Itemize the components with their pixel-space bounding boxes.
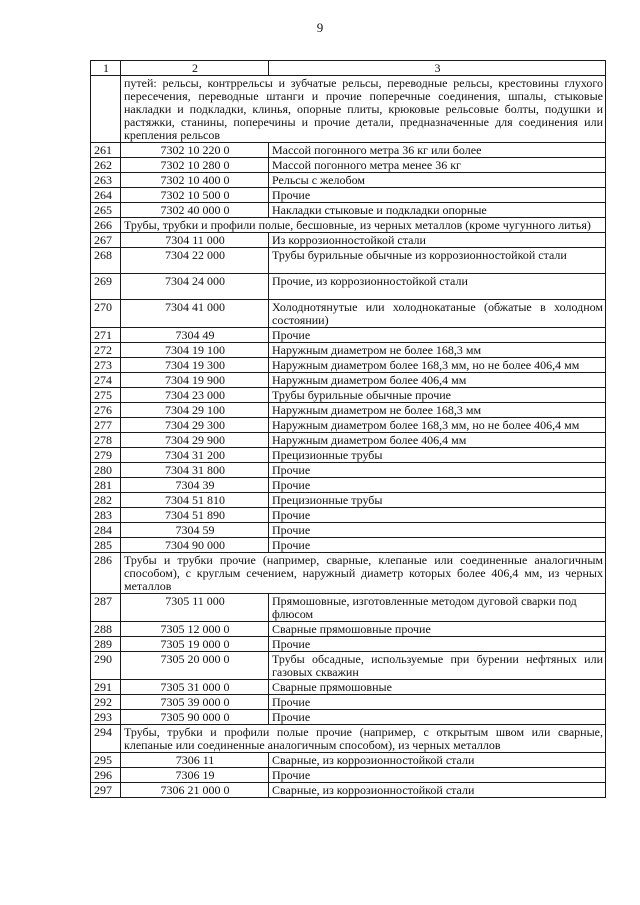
table-row <box>91 218 606 233</box>
row-number: 293 <box>91 710 121 725</box>
description: Наружным диаметром более 406,4 мм <box>269 433 606 448</box>
table-row <box>91 553 606 594</box>
tariff-code: 7302 10 280 0 <box>121 158 269 173</box>
row-number: 285 <box>91 538 121 553</box>
tariff-code: 7304 49 <box>121 328 269 343</box>
tariff-code: 7306 11 <box>121 753 269 768</box>
table-row <box>91 233 606 248</box>
row-number: 297 <box>91 783 121 798</box>
row-number: 261 <box>91 143 121 158</box>
tariff-code: 7306 21 000 0 <box>121 783 269 798</box>
row-number: 289 <box>91 637 121 652</box>
description: Из коррозионностойкой стали <box>269 233 606 248</box>
description: Прочие <box>269 328 606 343</box>
description: Накладки стыковые и подкладки опорные <box>269 203 606 218</box>
group-heading: Трубы, трубки и профили полые прочие (например, с открытым швом или сварные, клепаные или соединенные аналогичным способом), из черных металлов <box>121 725 606 753</box>
table-row <box>91 783 606 798</box>
row-number: 272 <box>91 343 121 358</box>
table-row <box>91 594 606 622</box>
tariff-code: 7305 12 000 0 <box>121 622 269 637</box>
tariff-table <box>90 60 606 798</box>
table-row <box>91 143 606 158</box>
description: Трубы бурильные обычные прочие <box>269 388 606 403</box>
description: Рельсы с желобом <box>269 173 606 188</box>
description: Сварные прямошовные <box>269 680 606 695</box>
row-number: 284 <box>91 523 121 538</box>
row-number: 294 <box>91 725 121 753</box>
table-row <box>91 203 606 218</box>
description: Прочие <box>269 637 606 652</box>
tariff-code: 7304 59 <box>121 523 269 538</box>
description: Прочие <box>269 523 606 538</box>
row-number: 264 <box>91 188 121 203</box>
tariff-code: 7304 19 100 <box>121 343 269 358</box>
tariff-code: 7304 51 810 <box>121 493 269 508</box>
description: Прочие <box>269 710 606 725</box>
tariff-code: 7304 19 900 <box>121 373 269 388</box>
tariff-code: 7302 40 000 0 <box>121 203 269 218</box>
description: Трубы обсадные, используемые при бурении нефтяных или газовых скважин <box>269 652 606 680</box>
description: Прочие <box>269 508 606 523</box>
tariff-code: 7302 10 400 0 <box>121 173 269 188</box>
table-row <box>91 710 606 725</box>
tariff-code: 7304 29 300 <box>121 418 269 433</box>
description: Наружным диаметром не более 168,3 мм <box>269 343 606 358</box>
row-number: 279 <box>91 448 121 463</box>
description: Прочие <box>269 695 606 710</box>
description: Наружным диаметром не более 168,3 мм <box>269 403 606 418</box>
table-row <box>91 418 606 433</box>
tariff-code: 7305 90 000 0 <box>121 710 269 725</box>
table-row <box>91 343 606 358</box>
table-row <box>91 478 606 493</box>
tariff-code: 7305 20 000 0 <box>121 652 269 680</box>
tariff-code: 7304 31 200 <box>121 448 269 463</box>
tariff-code: 7302 10 500 0 <box>121 188 269 203</box>
tariff-code: 7304 31 800 <box>121 463 269 478</box>
row-number: 296 <box>91 768 121 783</box>
tariff-code: 7304 41 000 <box>121 300 269 328</box>
tariff-code: 7305 19 000 0 <box>121 637 269 652</box>
row-number: 273 <box>91 358 121 373</box>
description: Массой погонного метра 36 кг или более <box>269 143 606 158</box>
table-row <box>91 695 606 710</box>
row-number: 295 <box>91 753 121 768</box>
row-number: 281 <box>91 478 121 493</box>
description: Прочие <box>269 768 606 783</box>
row-number: 274 <box>91 373 121 388</box>
table-row <box>91 463 606 478</box>
page-number: 9 <box>316 20 324 35</box>
table-row <box>91 158 606 173</box>
table-row <box>91 508 606 523</box>
description: Прочие <box>269 188 606 203</box>
row-number: 275 <box>91 388 121 403</box>
table-header-row <box>91 61 606 76</box>
tariff-code: 7304 29 900 <box>121 433 269 448</box>
row-number: 262 <box>91 158 121 173</box>
row-number: 276 <box>91 403 121 418</box>
row-number: 266 <box>91 218 121 233</box>
description: Прямошовные, изготовленные методом дуговой сварки под флюсом <box>269 594 606 622</box>
row-number: 278 <box>91 433 121 448</box>
table-row <box>91 373 606 388</box>
description: Прочие <box>269 538 606 553</box>
description: Массой погонного метра менее 36 кг <box>269 158 606 173</box>
tariff-code: 7304 39 <box>121 478 269 493</box>
tariff-code: 7305 39 000 0 <box>121 695 269 710</box>
row-number: 292 <box>91 695 121 710</box>
description: Сварные, из коррозионностойкой стали <box>269 753 606 768</box>
row-number: 286 <box>91 553 121 594</box>
table-row <box>91 622 606 637</box>
table-row <box>91 188 606 203</box>
table-row <box>91 388 606 403</box>
tariff-code: 7304 29 100 <box>121 403 269 418</box>
row-number: 287 <box>91 594 121 622</box>
group-heading: Трубы, трубки и профили полые, бесшовные, из черных металлов (кроме чугунного литья) <box>121 218 606 233</box>
continuation-text: путей: рельсы, контррельсы и зубчатые рельсы, переводные рельсы, крестовины глухого пересечения, переводные штанги и прочие поперечные соединения, шпалы, стыковые накладки и подкладки, клинья, опорные плиты, крюковые рельсовые болты, подушки и растяжки, станины, поперечины и прочие детали, предназначенные для соединения или крепления рельсов <box>121 76 606 143</box>
group-heading: Трубы и трубки прочие (например, сварные, клепаные или соединенные аналогичным способом), с круглым сечением, наружный диаметр которых более 406,4 мм, из черных металлов <box>121 553 606 594</box>
row-number: 263 <box>91 173 121 188</box>
table-row <box>91 680 606 695</box>
table-row <box>91 358 606 373</box>
table-row <box>91 725 606 753</box>
tariff-code: 7304 24 000 <box>121 274 269 300</box>
row-number: 269 <box>91 274 121 300</box>
description: Наружным диаметром более 168,3 мм, но не более 406,4 мм <box>269 358 606 373</box>
table-row <box>91 637 606 652</box>
table-row <box>91 753 606 768</box>
tariff-code: 7305 31 000 0 <box>121 680 269 695</box>
row-number: 267 <box>91 233 121 248</box>
tariff-code: 7305 11 000 <box>121 594 269 622</box>
table-row <box>91 300 606 328</box>
row-number: 282 <box>91 493 121 508</box>
table-row <box>91 403 606 418</box>
row-number: 265 <box>91 203 121 218</box>
num-cell <box>91 76 121 143</box>
table-row <box>91 433 606 448</box>
table-row-continuation <box>91 76 606 143</box>
row-number: 270 <box>91 300 121 328</box>
tariff-code: 7306 19 <box>121 768 269 783</box>
tariff-code: 7302 10 220 0 <box>121 143 269 158</box>
table-row <box>91 538 606 553</box>
header-cell: 1 <box>91 61 121 76</box>
description: Прецизионные трубы <box>269 493 606 508</box>
description: Сварные, из коррозионностойкой стали <box>269 783 606 798</box>
description: Трубы бурильные обычные из коррозионностойкой стали <box>269 248 606 274</box>
description: Прецизионные трубы <box>269 448 606 463</box>
description: Сварные прямошовные прочие <box>269 622 606 637</box>
table-row <box>91 248 606 274</box>
tariff-code: 7304 23 000 <box>121 388 269 403</box>
tariff-code: 7304 22 000 <box>121 248 269 274</box>
row-number: 291 <box>91 680 121 695</box>
row-number: 268 <box>91 248 121 274</box>
tariff-code: 7304 11 000 <box>121 233 269 248</box>
description: Наружным диаметром более 168,3 мм, но не более 406,4 мм <box>269 418 606 433</box>
description: Прочие <box>269 463 606 478</box>
table-row <box>91 652 606 680</box>
table-row <box>91 493 606 508</box>
row-number: 280 <box>91 463 121 478</box>
description: Холоднотянутые или холоднокатаные (обжатые в холодном состоянии) <box>269 300 606 328</box>
row-number: 271 <box>91 328 121 343</box>
table-body <box>91 61 606 798</box>
tariff-code: 7304 90 000 <box>121 538 269 553</box>
header-cell: 2 <box>121 61 269 76</box>
table-row <box>91 768 606 783</box>
description: Прочие <box>269 478 606 493</box>
description: Наружным диаметром более 406,4 мм <box>269 373 606 388</box>
table-row <box>91 274 606 300</box>
tariff-code: 7304 19 300 <box>121 358 269 373</box>
tariff-code: 7304 51 890 <box>121 508 269 523</box>
description: Прочие, из коррозионностойкой стали <box>269 274 606 300</box>
row-number: 277 <box>91 418 121 433</box>
header-cell: 3 <box>269 61 606 76</box>
table-row <box>91 173 606 188</box>
row-number: 288 <box>91 622 121 637</box>
table-row <box>91 448 606 463</box>
table-row <box>91 328 606 343</box>
table-row <box>91 523 606 538</box>
row-number: 283 <box>91 508 121 523</box>
row-number: 290 <box>91 652 121 680</box>
